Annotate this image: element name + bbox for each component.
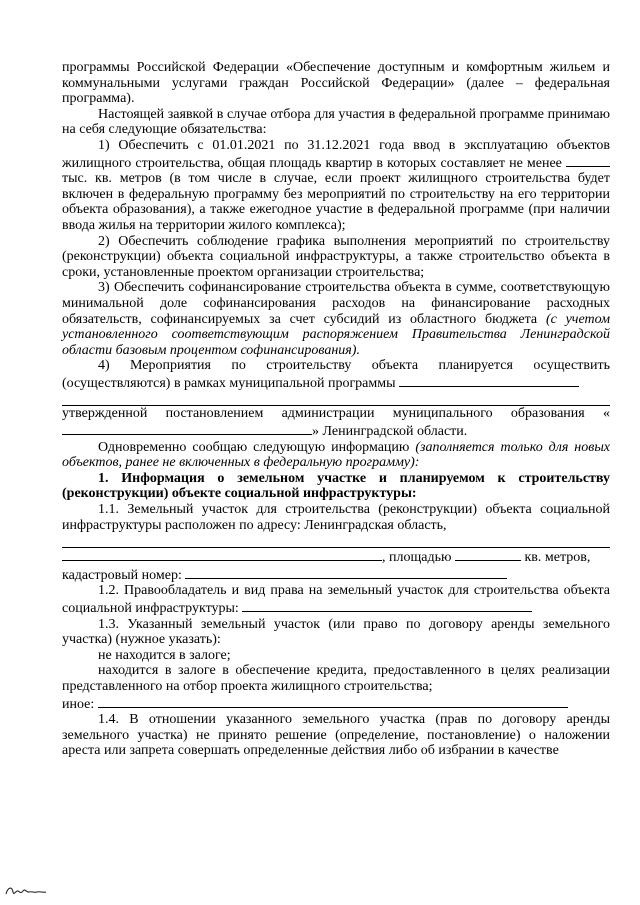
paragraph-1-1-cadastral: [62, 566, 610, 584]
paragraph-1-1-address: 1.1. Земельный участок для строительства (реконструкции) объекта социальной инфраструктуры расположен по адресу: Ленинградская область,: [62, 502, 610, 533]
obligation-1-text-a: 1) Обеспечить с 01.01.2021 по 31.12.2021 года ввод в эксплуатацию объектов жилищного строительства, общая площадь квартир в которых составляет не менее: [62, 137, 610, 171]
municipal-program-blank: [399, 374, 579, 387]
paragraph-obligations-intro: Настоящей заявкой в случае отбора для участия в федеральной программе принимаю на себя следующие обязательства:: [62, 106, 610, 138]
address-blank-continued: [62, 548, 382, 561]
paragraph-1-4-restrictions: 1.4. В отношении указанного земельного участка (прав по договору аренды земельного участка) не принято решение (определение, постановление) о наложении ареста или запрета совершать определенные действия либо об избрании в качестве: [62, 712, 610, 759]
obligation-4-text: 4) Мероприятия по строительству объекта планируется осуществить (осуществляются) в рамках муниципальной программы: [62, 358, 610, 391]
document-body: [62, 60, 610, 759]
approved-by-text: утвержденной постановлением администрации муниципального образования «: [62, 406, 610, 422]
area-unit: кв. метров,: [524, 550, 591, 566]
area-label: , площадью: [382, 550, 452, 566]
other-blank: [98, 695, 568, 708]
paragraph-1-2-owner: [62, 583, 610, 616]
option-pledged: находится в залоге в обеспечение кредита, предоставленного в целях реализации представленного на отбор проекта жилищного строительства;: [62, 663, 610, 694]
obligation-3-text: 3) Обеспечить софинансирование строительства объекта в сумме, соответствующую минимальной доле софинансирования расходов на финансирование расходных обязательств, софинансируемых за счет субсидий из областного бюджета: [62, 280, 610, 327]
paragraph-1-3-pledge: 1.3. Указанный земельный участок (или право по договору аренды земельного участка) (нужное указать):: [62, 616, 610, 648]
other-label: иное:: [62, 696, 95, 712]
obligation-3-note: (с учетом установленного соответствующим распоряжением Правительства Ленинградской области базовым процентом софинансирования).: [62, 311, 611, 358]
municipality-name-blank: [62, 422, 312, 435]
approved-by-region: » Ленинградской области.: [312, 424, 468, 440]
paragraph-obligation-4: [62, 358, 610, 391]
owner-text: 1.2. Правообладатель и вид права на земельный участок для строительства объекта социальной инфраструктуры:: [62, 583, 610, 616]
paragraph-1-1-area: [62, 548, 610, 566]
additional-info-text: Одновременно сообщаю следующую информацию: [98, 439, 410, 455]
additional-info-note: (заполняется только для новых объектов, ранее не включенных в федеральную программу):: [62, 439, 611, 471]
municipal-program-blank-line: [62, 391, 610, 406]
paragraph-approved-by: [62, 406, 610, 439]
paragraph-obligation-1: [62, 138, 610, 234]
section-heading-land-plot: 1. Информация о земельном участке и планируемом к строительству (реконструкции) объекте социальной инфраструктуры:: [62, 470, 610, 502]
handwritten-initials: [4, 884, 48, 898]
owner-blank: [242, 599, 532, 612]
paragraph-program-name: программы Российской Федерации «Обеспечение доступным и комфортным жильем и коммунальными услугами граждан Российской Федерации» (далее – федеральная программа).: [62, 60, 610, 107]
housing-area-blank: [566, 154, 610, 167]
paragraph-obligation-3: [62, 280, 610, 358]
cadastral-label: кадастровый номер:: [62, 567, 182, 583]
area-blank: [455, 548, 521, 561]
obligation-1-text-b: тыс. кв. метров (в том числе в случае, если проект жилищного строительства будет включен в федеральную программу без мероприятий по строительству на его территории объекта образования), а также ежегодное участие в федеральной программе (при наличии ввода жилья на территории жилого комплекса);: [62, 171, 610, 233]
option-not-pledged: не находится в залоге;: [98, 647, 231, 663]
paragraph-additional-info: [62, 440, 610, 471]
option-other: [62, 695, 610, 713]
address-blank-line: [62, 533, 610, 548]
paragraph-obligation-2: 2) Обеспечить соблюдение графика выполнения мероприятий по строительству (реконструкции) объекта социальной инфраструктуры, а также строительство объекта в сроки, установленные проектом организации строительства;: [62, 233, 610, 280]
cadastral-number-blank: [185, 566, 507, 579]
